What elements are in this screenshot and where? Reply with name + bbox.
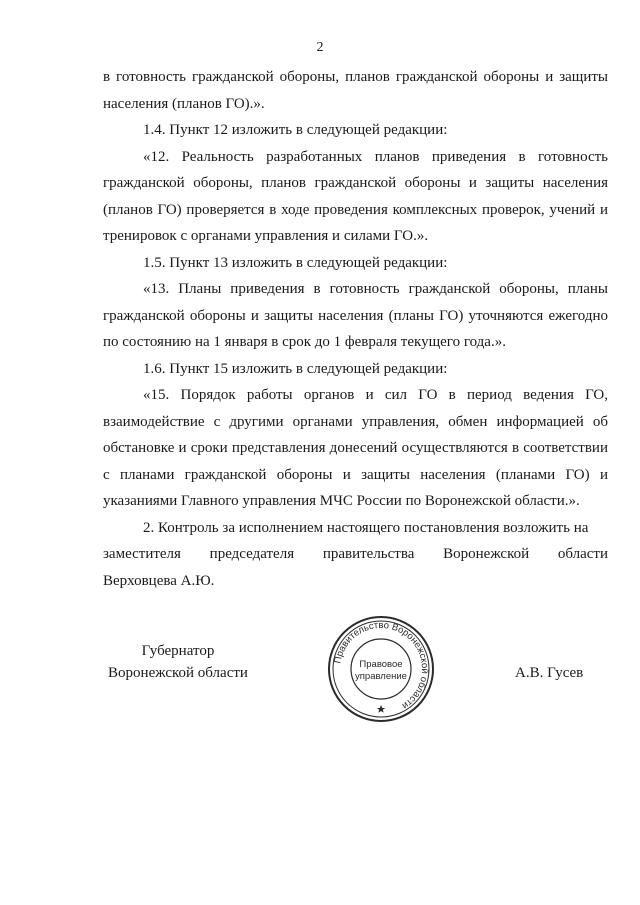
paragraph-item-1-5: 1.5. Пункт 13 изложить в следующей редакции:: [143, 254, 448, 271]
signatory-name: А.В. Гусев: [515, 665, 584, 681]
paragraph-control: 2. Контроль за исполнением настоящего постановления возложить на: [143, 519, 589, 536]
stamp-center-line2: управление: [355, 671, 407, 682]
paragraph-clause-13: «13. Планы приведения в готовность гражданской обороны, планы гражданской обороны и защиты населения (планы ГО) уточняются ежегодно по состоянию на 1 января в срок до 1 февраля текущего года.».: [103, 281, 608, 350]
signature-block: [0, 619, 640, 758]
signatory-title-line1: Губернатор: [141, 643, 215, 659]
signatory-title-line2: Воронежской области: [108, 665, 248, 681]
paragraph-clause-15: «15. Порядок работы органов и сил ГО в период ведения ГО, взаимодействие с другими органами управления, обмен информацией об обстановке и сроки представления донесений осуществляются в соответствии с планами гражданской обороны и защиты населения (планами ГО) и указаниями Главного управления МЧС России по Воронежской области.».: [103, 387, 608, 509]
stamp-star-icon: [377, 705, 385, 713]
paragraph-item-1-6: 1.6. Пункт 15 изложить в следующей редакции:: [143, 360, 448, 377]
paragraph-continuation: в готовность гражданской обороны, планов гражданской обороны и защиты населения (планов ГО).».: [103, 69, 608, 112]
official-stamp: [325, 613, 437, 725]
paragraph-clause-12: «12. Реальность разработанных планов приведения в готовность гражданской обороны, планов гражданской обороны и защиты населения (планов ГО) проверяется в ходе проведения комплексных проверок, учений и тренировок с органами управления и силами ГО.».: [103, 148, 608, 244]
paragraph-deputy-name: Верховцева А.Ю.: [103, 572, 215, 589]
page-number: 2: [316, 40, 324, 55]
stamp-center-line1: Правовое: [359, 659, 403, 670]
stamp-seal-graphic: [325, 613, 437, 725]
paragraph-deputy: заместителя председателя правительства Воронежской области: [103, 546, 608, 562]
document-body: [103, 64, 608, 594]
signatory-title: [103, 640, 253, 684]
stamp-ring-text: Правительство Воронежской области: [332, 619, 431, 712]
paragraph-item-1-4: 1.4. Пункт 12 изложить в следующей редакции:: [143, 122, 448, 138]
